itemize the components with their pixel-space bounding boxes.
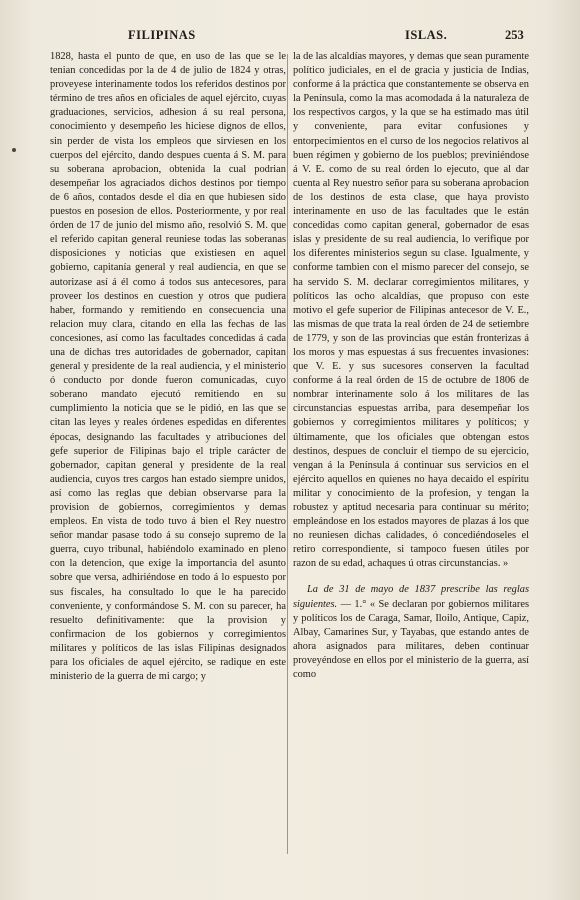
section-heading: La de 31 de mayo de 1837 prescribe las reglas siguientes. — [293, 584, 529, 610]
right-column-paragraph: la de las alcaldías mayores, y demas que sean puramente político judiciales, en el de gracia y justicia de Indias, conforme á la práctica que constantemente se observa en la Península, como la mas acomodada á la naturaleza de los respectivos cargos, y la que se ha estimado mas útil y conveniente, para evitar confusiones y entorpecimientos en el curso de los negocios relativos al buen régimen y gobierno de los pueblos; previniéndose á V. E. como de su real órden lo ejecuto, que al dar cuenta al Rey nuestro señor para su soberana aprobacion de los destinos de esta clase, que haya provisto interinamente en uso de las facultades que le están concedidas como capitan general, gobernador de esas islas y presidente de su real audiencia, lo verifique por los diferentes ministerios segun su clase. Igualmente, y conforme tambien con el mismo parecer del consejo, se ha servido S. M. declarar corregimientos militares, y políticos las ocho alcaldías, que propuso con este motivo el gefe superior de Filipinas antecesor de V. E., las mismas de que trata la real órden de 24 de setiembre de 1779, y son de las provincias que están fronterizas á los moros y mas espuestas á sus frecuentes invasiones: que V. E. y sus sucesores conserven la facultad conforme á la real órden de 15 de octubre de 1806 de nombrar interinamente solo á los militares de las circunstancias espuestas arriba, para desempeñar los gobiernos y corregimientos militares y políticos; y últimamente, que los oficiales que obtengan estos destinos, despues de concluir el tiempo de su ejercicio, vengan á la Península á continuar sus servicios en el ejército aquellos en quienes no haya decaido el espíritu militar y conocimiento de la profesion, y tengan la robustez y aptitud necesaria para continuar su mérito; empleándose en los estados mayores de plazas á los que no reuniesen dichas calidades, ó concediéndoseles el retiro correspondiente, si tampoco fuesen útiles por razon de su edad, achaques ú otras circunstancias. » — [293, 51, 529, 570]
margin-ink-dot — [12, 148, 16, 152]
column-divider — [287, 54, 288, 854]
running-header — [0, 28, 580, 50]
page-number: 253 — [505, 28, 524, 42]
left-column — [50, 50, 286, 684]
header-left-title: FILIPINAS — [128, 28, 196, 42]
left-column-paragraph: 1828, hasta el punto de que, en uso de las que se le tenian concedidas por la de 4 de julio de 1824 y otras, proveyese interinamente todos los referidos destinos por término de tres años en oficiales de aquel ejército, cuyas graduaciones, servicios, adhesion á su real persona, conocimiento y desempeño les hiciese dignos de ellos, sin perder de vista los empleos que sirviesen en los cuerpos del ejército, dando despues cuenta á S. M. para su soberana aprobacion, obtenida la cual podrian desempeñar los agraciados dichos destinos por tiempo de 6 años, contados desde el dia en que hubiesen sido puestos en posesion de ellos. Posteriormente, y por real órden de 17 de junio del mismo año, resolvió S. M. que el referido capitan general reuniese todas las soberanas disposiciones y noticias que existiesen en aquel gobierno, capitanía general y real audiencia, en que se autorizase así á él como á todos sus antecesores, para proveer los destinos en cuestion y otros que pudiera haber, formando y remitiendo en consecuencia una relacion muy clara, citando en ella las fechas de las concesiones, así como las facultades concedidas á cada una de dichas tres autoridades de gobernador, capitan general y presidente de la real audiencia, y el ministerio ó conducto por donde fueron comunicadas, cuyo soberano mandato ejecutó remitiendo en su cumplimiento la noticia que se le pidió, en las que se citan las leyes y reales órdenes espedidas en diferentes épocas, designando las facultades y atribuciones del gefe superior de Filipinas bajo el triple carácter de gobernador, capitan general y presidente de la real audiencia, cuyos tres cargos han estado siempre unidos, así como las reglas que debian observarse para la provision de gobiernos, corregimientos y demas empleos. En vista de todo tuvo á bien el Rey nuestro señor mandar pasase todo á su consejo supremo de la guerra, cuyo tribunal, habiéndolo examinado en pleno con la detencion, que exige la importancia del asunto sobre que versa, adhiriéndose en todo á lo espuesto por sus fiscales, ha consultado lo que le ha parecido conveniente, y conformándose S. M. con su parecer, ha resuelto definitivamente: que la provision y confirmacion de los gobiernos y corregimientos militares y políticos de las islas Filipinas designados para los oficiales de aquel ejército, se radique en este ministerio de la guerra de mi cargo; y — [50, 51, 286, 683]
section-body: — 1.° « Se declaran por gobiernos militares y políticos los de Caraga, Samar, Iloilo, Antique, Capiz, Albay, Camarines Sur, y Tayabas, que estando antes de ahora asignados para militares, deben continuar proveyéndose en ellos por el ministerio de la guerra, así como — [293, 598, 529, 681]
header-right-title: ISLAS. — [405, 28, 448, 42]
section-paragraph — [293, 583, 529, 682]
right-column — [293, 50, 529, 682]
